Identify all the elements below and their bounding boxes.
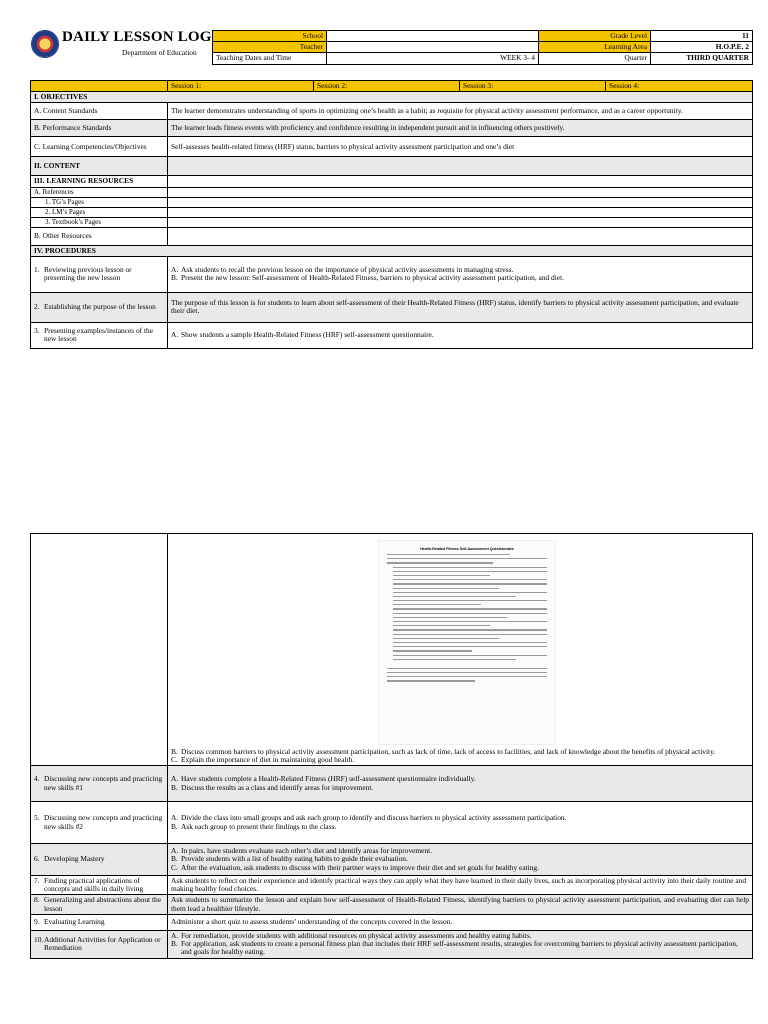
item-marker: B.	[171, 273, 178, 283]
item-text: After the evaluation, ask students to discuss with their partner ways to improve their diet and set goals for healthy eating.	[181, 862, 539, 872]
learning-area-value: H.O.P.E. 2	[651, 42, 753, 53]
session-1-header: Session 1:	[168, 81, 314, 92]
quarter-value: THIRD QUARTER	[651, 53, 753, 64]
item-marker: A.	[171, 330, 179, 340]
references-label: A. References	[31, 187, 168, 197]
procedure-content: Ask students to reflect on their experience and identify practical ways they can apply what they have learned in their daily lives, such as incorporating physical activity into their daily routine and making healthy food choices.	[168, 876, 753, 895]
item-text: In pairs, have students evaluate each other’s diet and identify areas for improvement.	[181, 846, 433, 856]
procedure-number: 5.	[34, 813, 40, 823]
grade-level-label: Grade Level	[539, 31, 651, 42]
procedure-content	[168, 256, 753, 292]
item-marker: C.	[171, 862, 178, 872]
procedure-title: Discussing new concepts and practicing new skills #2	[44, 813, 163, 831]
procedure-label	[31, 844, 168, 876]
school-value	[327, 31, 539, 42]
procedure-title: Reviewing previous lesson or presenting the new lesson	[44, 265, 132, 283]
resources-blank	[168, 176, 753, 187]
session-2-header: Session 2:	[314, 81, 460, 92]
procedure-title: Additional Activities for Application or Remediation	[44, 935, 161, 953]
other-resources-label: B. Other Resources	[31, 227, 168, 245]
session-4-header: Session 4:	[606, 81, 753, 92]
item-text: Have students complete a Health-Related Fitness (HRF) self-assessment questionnaire individually.	[181, 774, 476, 784]
procedure-number: 9.	[34, 917, 40, 927]
other-resources-value	[168, 227, 753, 245]
tg-pages-value	[168, 197, 753, 207]
item-text: Discuss the results as a class and identify areas for improvement.	[181, 782, 374, 792]
textbook-pages-value	[168, 217, 753, 227]
item-text: Divide the class into small groups and ask each group to identify and discuss barriers to physical activity assessment participation.	[181, 813, 567, 823]
procedure-title: Establishing the purpose of the lesson	[44, 302, 156, 312]
tg-pages-label: 1. TG’s Pages	[31, 197, 168, 207]
performance-standards-label: B. Performance Standards	[31, 120, 168, 137]
content-standards-text: The learner demonstrates understanding of sports in optimizing one’s health as a habit; as requisite for physical activity assessment performance, and as a career opportunity.	[168, 103, 753, 120]
teacher-value	[327, 42, 539, 53]
objectives-section-heading: I. OBJECTIVES	[31, 92, 753, 103]
procedure-number: 7.	[34, 876, 40, 885]
procedure-title: Finding practical applications of concepts and skills in daily living	[44, 876, 144, 894]
content-text	[168, 157, 753, 176]
school-label: School	[213, 31, 327, 42]
competencies-label: C. Learning Competencies/Objectives	[31, 137, 168, 157]
procedure-label	[31, 930, 168, 958]
item-text: Provide students with a list of healthy eating habits to guide their evaluation.	[181, 854, 408, 864]
procedure-3-continued-label	[31, 534, 168, 766]
procedure-label	[31, 895, 168, 914]
procedure-number: 8.	[34, 895, 40, 905]
session-3-header: Session 3:	[460, 81, 606, 92]
procedure-title: Discussing new concepts and practicing new skills #1	[44, 774, 163, 792]
teaching-dates-label: Teaching Dates and Time	[213, 53, 327, 64]
grade-level-value: 11	[651, 31, 753, 42]
procedure-label	[31, 802, 168, 844]
references-blank	[168, 187, 753, 197]
item-text: For application, ask students to create a personal fitness plan that includes their HRF self-assessment results, strategies for overcoming barriers to physical activity assessment participation, and goals for healthy eating.	[181, 939, 738, 957]
item-marker: B.	[171, 821, 178, 831]
teacher-label: Teacher	[213, 42, 327, 53]
item-marker: A.	[171, 846, 179, 856]
resources-section-heading: III. LEARNING RESOURCES	[31, 176, 168, 187]
procedure-number: 6.	[34, 854, 40, 864]
procedure-number: 3.	[34, 326, 40, 336]
content-section-heading: II. CONTENT	[31, 157, 168, 176]
page-title: DAILY LESSON LOG	[62, 29, 212, 45]
procedure-label	[31, 766, 168, 802]
procedure-number: 1.	[34, 265, 40, 275]
hrf-questionnaire-image	[378, 540, 556, 745]
learning-area-label: Learning Area	[539, 42, 651, 53]
procedure-title: Developing Mastery	[44, 854, 105, 864]
item-marker: C.	[171, 754, 178, 764]
performance-standards-text: The learner leads fitness events with proficiency and confidence resulting in independent pursuit and in influencing others positively.	[168, 120, 753, 137]
competencies-text: Self-assesses health-related fitness (HRF) status, barriers to physical activity assessment participation and one’s diet	[168, 137, 753, 157]
questionnaire-title: Health-Related Fitness Self-Assessment Questionnaire	[420, 547, 514, 551]
item-marker: A.	[171, 931, 179, 940]
department-label: Department of Education	[122, 48, 197, 57]
procedure-label	[31, 322, 168, 348]
procedure-label	[31, 876, 168, 895]
item-marker: A.	[171, 813, 179, 823]
procedure-number: 10.	[34, 935, 44, 945]
textbook-pages-label: 3. Textbook’s Pages	[31, 217, 168, 227]
item-text: Show students a sample Health-Related Fitness (HRF) self-assessment questionnaire.	[181, 330, 434, 340]
header-info-table	[212, 30, 753, 65]
procedure-content: Administer a short quiz to assess students’ understanding of the concepts covered in the lesson.	[168, 914, 753, 930]
procedure-number: 4.	[34, 774, 40, 784]
procedure-number: 2.	[34, 302, 40, 312]
session-header-blank	[31, 81, 168, 92]
item-text: Explain the importance of diet in maintaining good health.	[181, 754, 355, 764]
procedure-title: Evaluating Learning	[44, 917, 105, 927]
procedure-title: Presenting examples/instances of the new lesson	[44, 326, 153, 344]
item-marker: B.	[171, 746, 178, 756]
item-text: Ask each group to present their findings to the class.	[181, 821, 337, 831]
procedure-label	[31, 256, 168, 292]
lesson-log-table-page1	[30, 80, 753, 349]
procedure-content	[168, 766, 753, 802]
item-marker: B.	[171, 782, 178, 792]
procedure-title: Generalizing and abstractions about the lesson	[44, 895, 161, 913]
lm-pages-label: 2. LM’s Pages	[31, 207, 168, 217]
item-marker: A.	[171, 774, 179, 784]
procedure-content	[168, 322, 753, 348]
procedure-content	[168, 930, 753, 958]
quarter-label: Quarter	[539, 53, 651, 64]
item-text: Discuss common barriers to physical activity assessment participation, such as lack of time, lack of access to facilities, and lack of knowledge about the benefits of physical activity.	[181, 746, 716, 756]
deped-seal	[31, 30, 59, 58]
lm-pages-value	[168, 207, 753, 217]
procedure-label	[31, 292, 168, 322]
teaching-dates-value: WEEK 3- 4	[327, 53, 539, 64]
item-marker: B.	[171, 854, 178, 864]
procedure-content	[168, 844, 753, 876]
procedure-content: The purpose of this lesson is for students to learn about self-assessment of their Health-Related Fitness (HRF) status, identify barriers to physical activity assessment participation, and evaluate their diet.	[168, 292, 753, 322]
procedure-content	[168, 802, 753, 844]
item-text: Ask students to recall the previous lesson on the importance of physical activity assessments in managing stress.	[181, 265, 514, 275]
content-standards-label: A. Content Standards	[31, 103, 168, 120]
item-marker: A.	[171, 265, 179, 275]
item-text: For remediation, provide students with additional resources on physical activity assessments and healthy eating habits.	[181, 931, 532, 940]
procedure-label	[31, 914, 168, 930]
procedure-content: Ask students to summarize the lesson and explain how self-assessment of Health-Related Fitness, identifying barriers to physical activity assessment participation, and evaluating diet can help them lead a healthier lifestyle.	[168, 895, 753, 914]
item-marker: B.	[171, 939, 178, 949]
procedures-section-heading: IV. PROCEDURES	[31, 245, 753, 256]
item-text: Present the new lesson: Self-assessment of Health-Related Fitness, barriers to physical activity assessment participation, and diet.	[181, 273, 564, 283]
